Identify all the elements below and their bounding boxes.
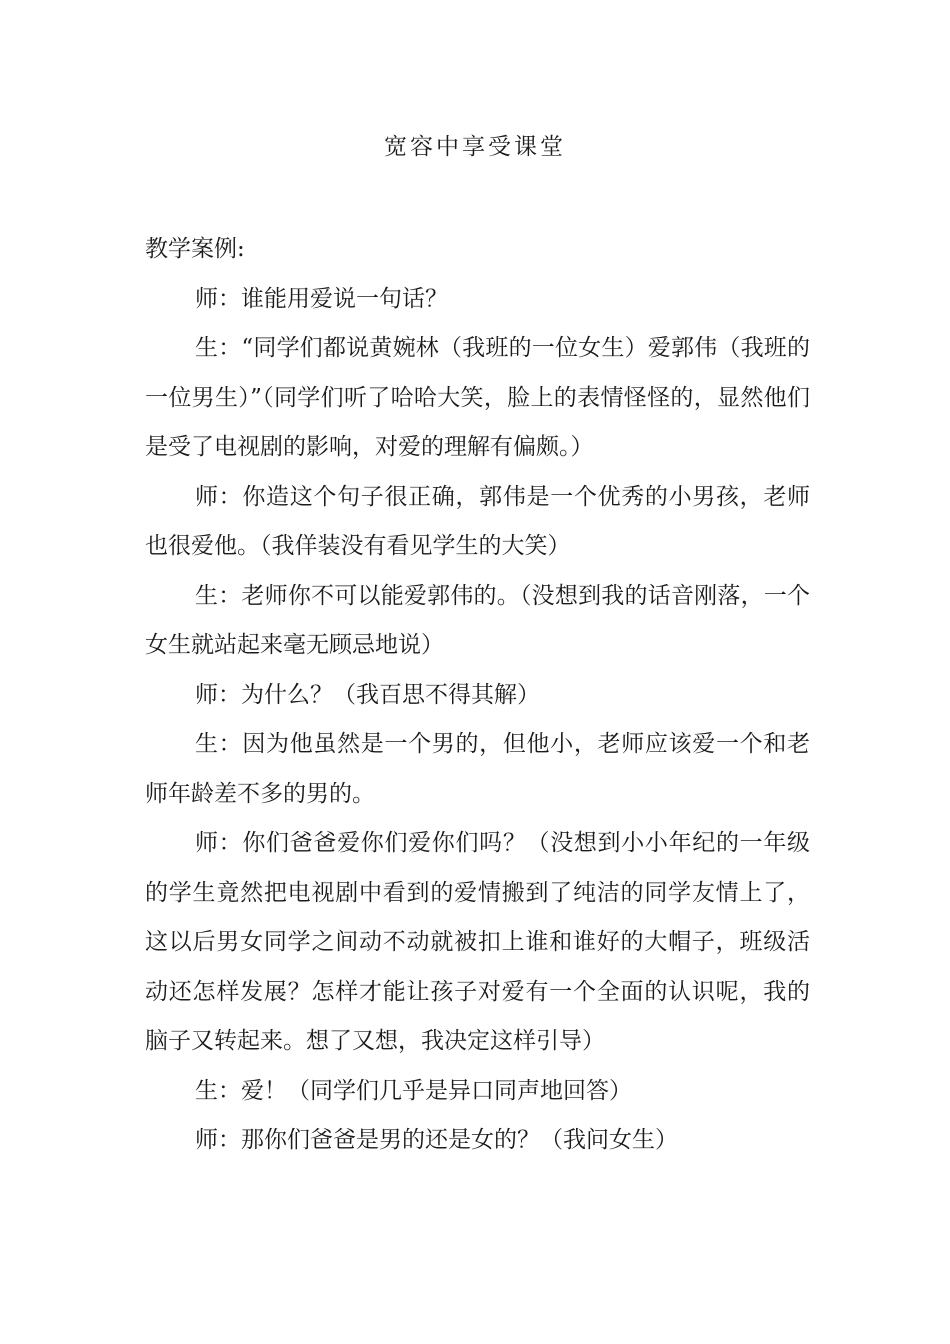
dialogue-paragraph: 师：为什么？（我百思不得其解） [195,681,540,708]
dialogue-paragraph: 师：那你们爸爸是男的还是女的？（我问女生） [195,1127,678,1153]
dialogue-paragraph: 师：你造这个句子很正确，郭伟是一个优秀的小男孩，老师也很爱他。（我佯装没有看见学生的大笑） [145,483,810,559]
dialogue-paragraph: 生：老师你不可以能爱郭伟的。（没想到我的话音刚落，一个女生就站起来毫无顾忌地说） [145,582,810,658]
dialogue-paragraph: 师：谁能用爱说一句话？ [195,285,448,312]
section-label: 教学案例: [145,236,245,262]
dialogue-paragraph: 生：爱！（同学们几乎是异口同声地回答） [195,1077,632,1104]
document-title: 宽容中享受课堂 [384,134,566,160]
dialogue-paragraph: 师：你们爸爸爱你们爱你们吗？（没想到小小年纪的一年级的学生竟然把电视剧中看到的爱情搬到了纯洁的同学友情上了，这以后男女同学之间动不动就被扣上谁和谁好的大帽子，班级活动还怎样发展？怎样才能让孩子对爱有一个全面的认识呢，我的脑子又转起来。想了又想，我决定这样引导） [145,830,810,1054]
dialogue-paragraph: 生：因为他虽然是一个男的，但他小，老师应该爱一个和老师年龄差不多的男的。 [145,731,810,807]
dialogue-paragraph: 生：“同学们都说黄婉林（我班的一位女生）爱郭伟（我班的一位男生）”（同学们听了哈哈大笑，脸上的表情怪怪的，显然他们是受了电视剧的影响，对爱的理解有偏颇。） [145,335,810,460]
document-body [145,225,810,1166]
